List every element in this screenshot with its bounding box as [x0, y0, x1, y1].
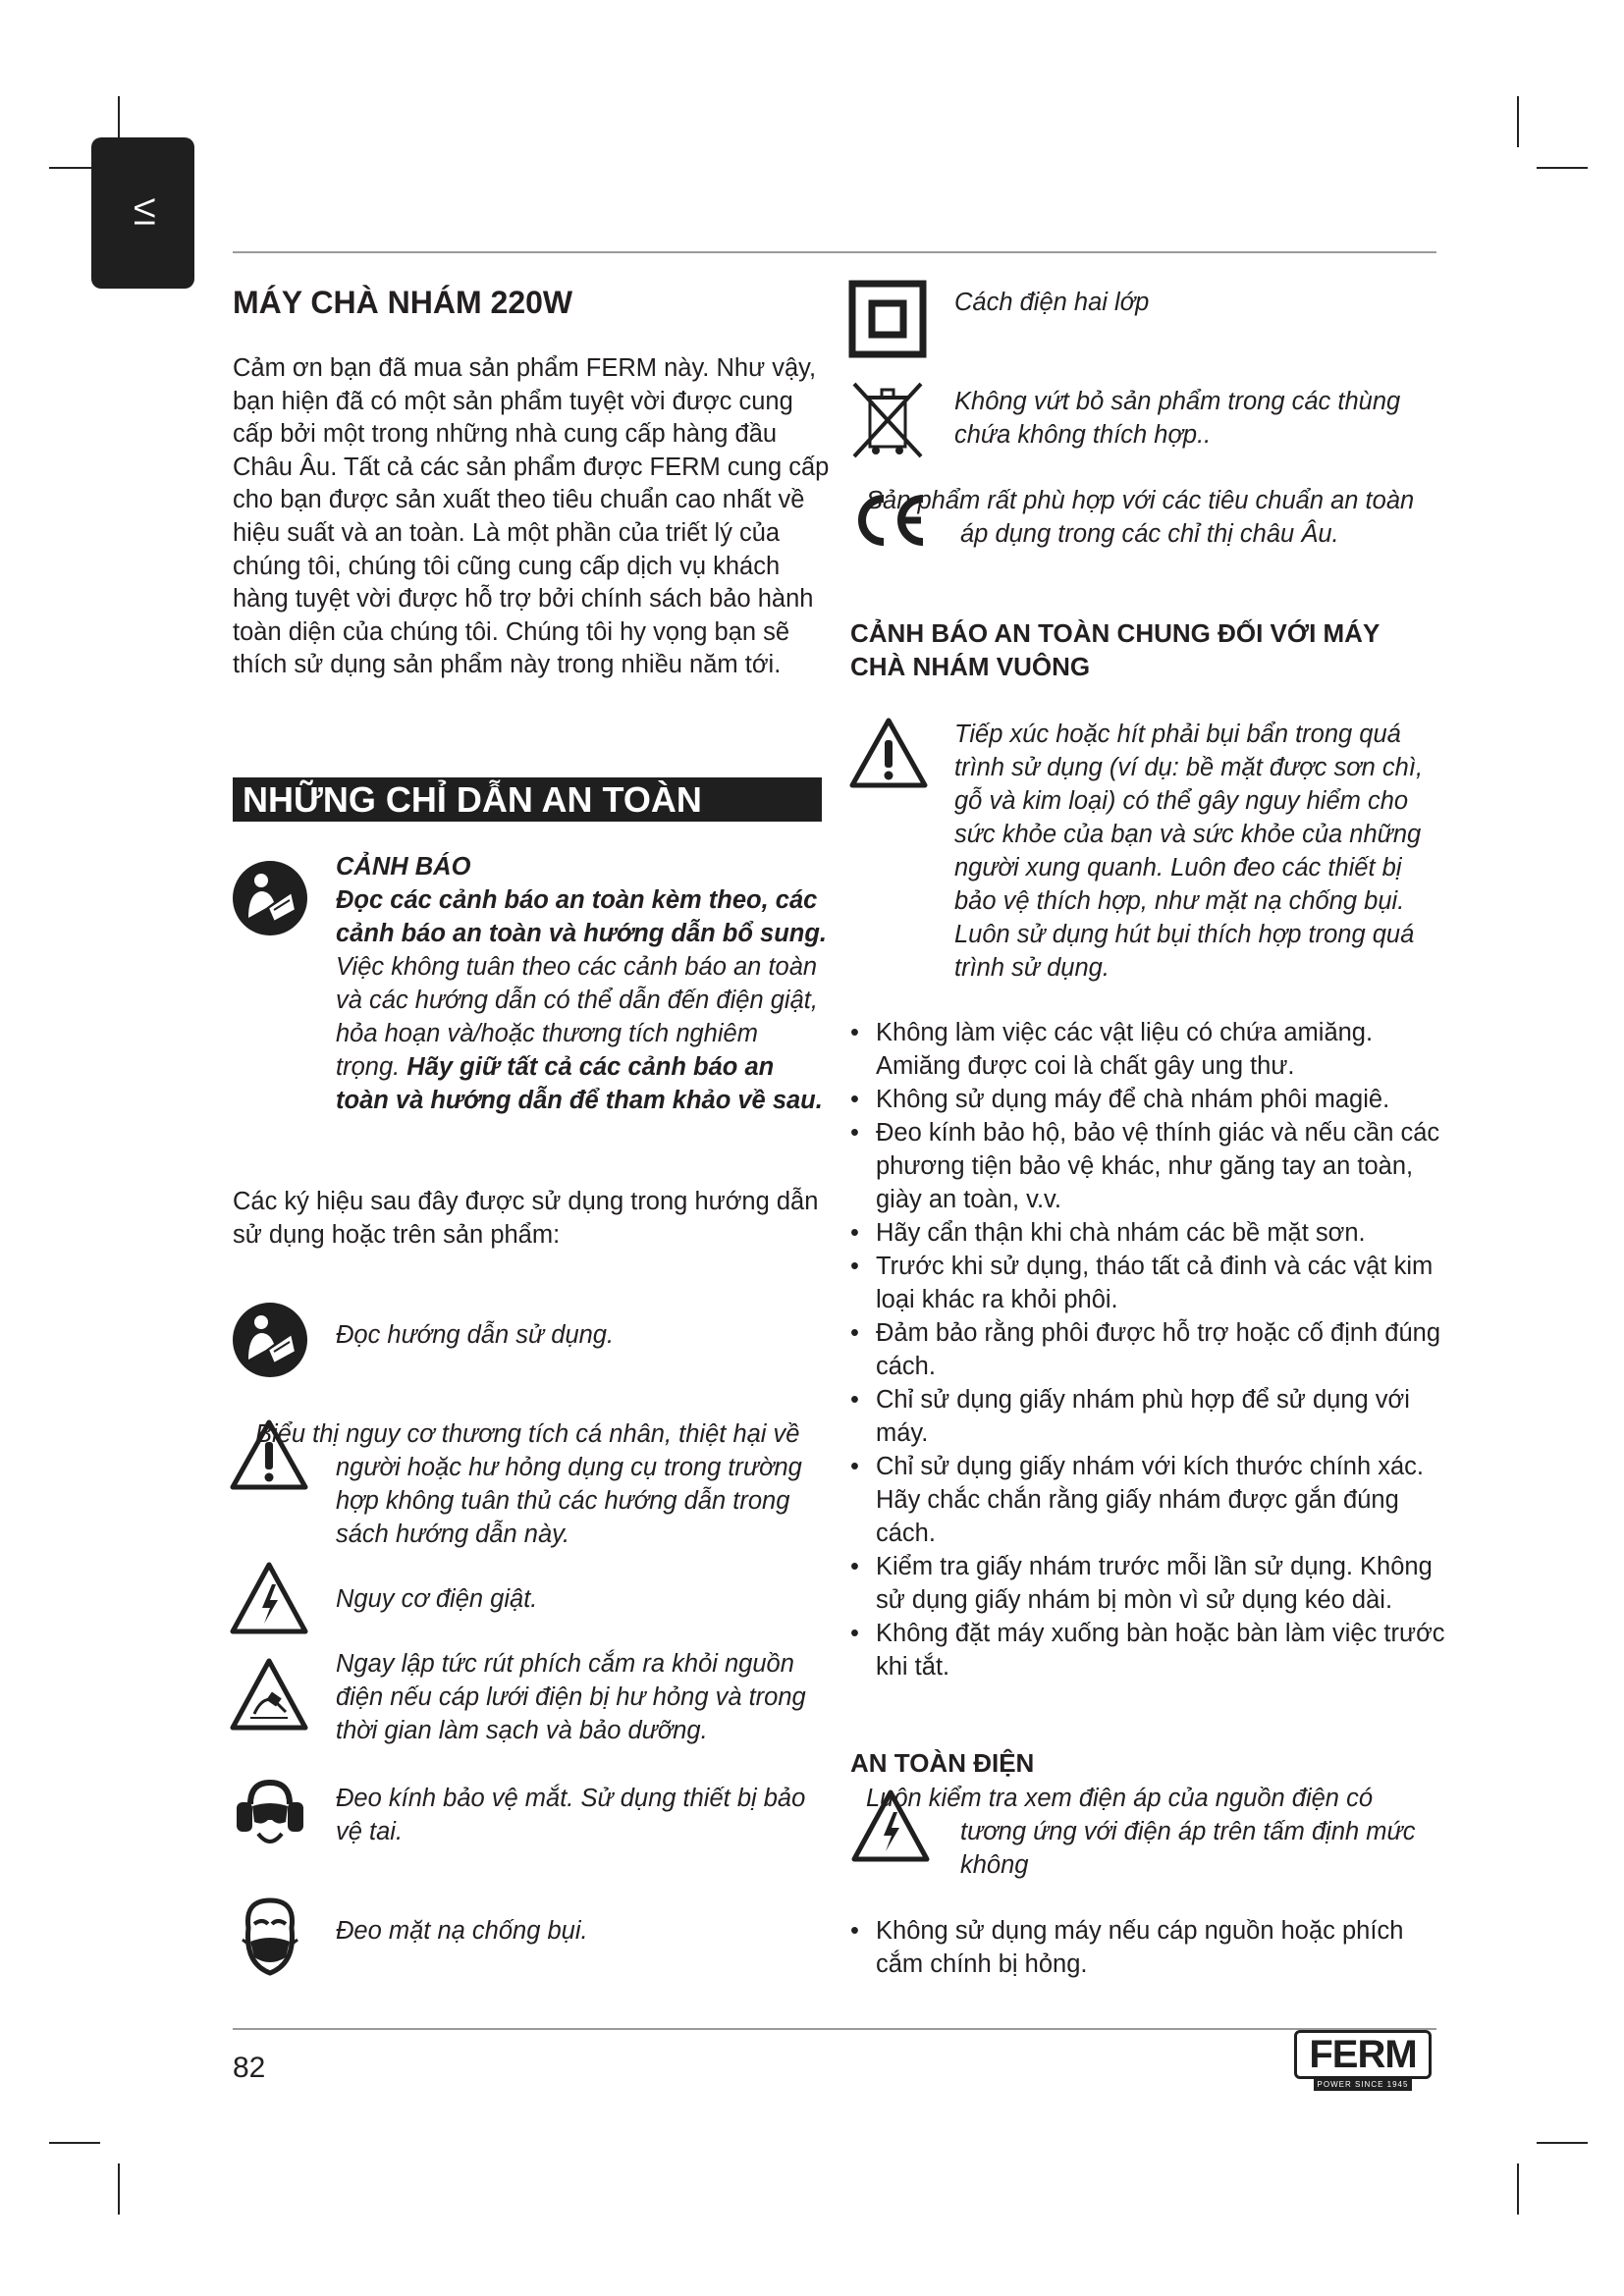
list-item: • Đảm bảo rằng phôi được hỗ trợ hoặc cố định đúng cách.: [850, 1316, 1449, 1383]
warning-triangle-icon: [848, 717, 929, 789]
page-number: 82: [233, 2052, 266, 2084]
weee-bin-icon: [848, 378, 927, 460]
crop-mark: [1517, 96, 1519, 147]
symbol-text-dust-mask: Đeo mặt nạ chống bụi.: [336, 1917, 588, 1945]
list-item: • Không sử dụng máy để chà nhám phôi magiê.: [850, 1083, 1449, 1116]
electrical-safety-heading: AN TOÀN ĐIỆN: [850, 1748, 1035, 1778]
double-insulation-icon: [848, 280, 927, 358]
electrical-safety-list: [850, 1914, 1449, 1981]
crop-mark: [1537, 167, 1588, 169]
symbol-text-double-insulation: Cách điện hai lớp: [954, 289, 1150, 316]
dust-warning-text: Tiếp xúc hoặc hít phải bụi bẩn trong quá trình sử dụng (ví dụ: bề mặt được sơn chì, gỗ và kim loại) có thể gây nguy hiểm cho sức khỏe của bạn và sức khỏe của những người xung quanh. Luôn đeo các thiết bị bảo vệ thích hợp, như mặt nạ chống bụi. Luôn sử dụng hút bụi thích hợp trong quá trình sử dụng.: [954, 721, 1424, 982]
warning-bold-2: Hãy giữ tất cả các cảnh báo an toàn và hướng dẫn để tham khảo về sau.: [336, 1053, 823, 1114]
electric-shock-icon: [229, 1561, 309, 1635]
crop-mark: [49, 2142, 100, 2144]
logo-tagline: POWER SINCE 1945: [1314, 2079, 1412, 2091]
warning-bold-1: Đọc các cảnh báo an toàn kèm theo, các cảnh báo an toàn và hướng dẫn bổ sung.: [336, 886, 828, 947]
symbol-text-eye-ear: Đeo kính bảo vệ mắt. Sử dụng thiết bị bảo vệ tai.: [336, 1785, 806, 1845]
warning-block: [336, 850, 827, 1117]
list-item: • Không đặt máy xuống bàn hoặc bàn làm việc trước khi tắt.: [850, 1617, 1449, 1683]
list-item: • Không sử dụng máy nếu cáp nguồn hoặc phích cắm chính bị hỏng.: [850, 1914, 1449, 1981]
language-tab-label: VI: [127, 197, 160, 229]
crop-mark: [1537, 2142, 1588, 2144]
general-safety-list: [850, 1016, 1449, 1683]
page-title: MÁY CHÀ NHÁM 220W: [233, 285, 573, 320]
list-item: • Trước khi sử dụng, tháo tất cả đinh và các vật kim loại khác ra khỏi phôi.: [850, 1250, 1449, 1316]
list-item: • Chỉ sử dụng giấy nhám với kích thước chính xác. Hãy chắc chắn rằng giấy nhám được gắn đúng cách.: [850, 1450, 1449, 1550]
list-item: • Kiểm tra giấy nhám trước mỗi lần sử dụng. Không sử dụng giấy nhám bị mòn vì sử dụng kéo dài.: [850, 1550, 1449, 1617]
eye-ear-protection-icon: [231, 1777, 309, 1855]
dust-mask-icon: [231, 1895, 309, 1977]
safety-heading-bar: [233, 777, 822, 822]
list-item: • Hãy cẩn thận khi chà nhám các bề mặt sơn.: [850, 1216, 1449, 1250]
read-manual-icon: [231, 859, 309, 937]
unplug-icon: [229, 1657, 309, 1732]
crop-mark: [1517, 2163, 1519, 2215]
crop-mark: [118, 2163, 120, 2215]
symbol-text-unplug: Ngay lập tức rút phích cắm ra khỏi nguồn điện nếu cáp lưới điện bị hư hỏng và trong thời gian làm sạch và bảo dưỡng.: [336, 1650, 806, 1744]
symbols-intro: Các ký hiệu sau đây được sử dụng trong hướng dẫn sử dụng hoặc trên sản phẩm:: [233, 1188, 819, 1249]
symbol-text-electric: Nguy cơ điện giật.: [336, 1585, 538, 1613]
intro-paragraph: Cảm ơn bạn đã mua sản phẩm FERM này. Như vậy, bạn hiện đã có một sản phẩm tuyệt vời được cung cấp bởi một trong những nhà cung cấp hàng đầu Châu Âu. Tất cả các sản phẩm được FERM cung cấp cho bạn được sản xuất theo tiêu chuẩn cao nhất về hiệu suất và an toàn. Là một phần của triết lý của chúng tôi, chúng tôi cũng cung cấp dịch vụ khách hàng tuyệt vời được hỗ trợ bởi chính sách bảo hành toàn diện của chúng tôi. Chúng tôi hy vọng bạn sẽ thích sử dụng sản phẩm này trong nhiều năm tới.: [233, 354, 830, 679]
general-safety-heading: CẢNH BÁO AN TOÀN CHUNG ĐỐI VỚI MÁY CHÀ NHÁM VUÔNG: [850, 618, 1380, 681]
symbol-text-weee: Không vứt bỏ sản phẩm trong các thùng chứa không thích hợp..: [954, 388, 1401, 449]
symbol-text-ce: Sản phẩm rất phù hợp với các tiêu chuẩn an toàn áp dụng trong các chỉ thị châu Âu.: [866, 487, 1415, 548]
language-tab: [91, 137, 194, 289]
read-manual-icon: [231, 1301, 309, 1379]
electrical-warning-text: Luôn kiểm tra xem điện áp của nguồn điện có tương ứng với điện áp trên tấm định mức không: [866, 1785, 1416, 1879]
top-rule: [233, 251, 1436, 253]
list-item: • Chỉ sử dụng giấy nhám phù hợp để sử dụng với máy.: [850, 1383, 1449, 1450]
bottom-rule: [233, 2028, 1436, 2030]
list-item: • Đeo kính bảo hộ, bảo vệ thính giác và nếu cần các phương tiện bảo vệ khác, như găng tay an toàn, giày an toàn, v.v.: [850, 1116, 1449, 1216]
logo-text: FERM: [1309, 2033, 1417, 2076]
ferm-logo: [1294, 2030, 1435, 2093]
warning-text: [336, 883, 827, 1117]
list-item: • Không làm việc các vật liệu có chứa amiăng. Amiăng được coi là chất gây ung thư.: [850, 1016, 1449, 1083]
symbol-text-warning: Biểu thị nguy cơ thương tích cá nhân, thiệt hại về người hoặc hư hỏng dụng cụ trong trường hợp không tuân thủ các hướng dẫn trong sách hướng dẫn này.: [255, 1420, 802, 1548]
warning-label: CẢNH BÁO: [336, 853, 471, 881]
warning-normal: Việc không tuân theo các cảnh báo an toàn và các hướng dẫn có thể dẫn đến điện giật, hỏa hoạn và/hoặc thương tích nghiêm trọng.: [336, 953, 818, 1081]
safety-heading: NHỮNG CHỈ DẪN AN TOÀN: [243, 779, 702, 820]
symbol-text-read-manual: Đọc hướng dẫn sử dụng.: [336, 1321, 615, 1349]
